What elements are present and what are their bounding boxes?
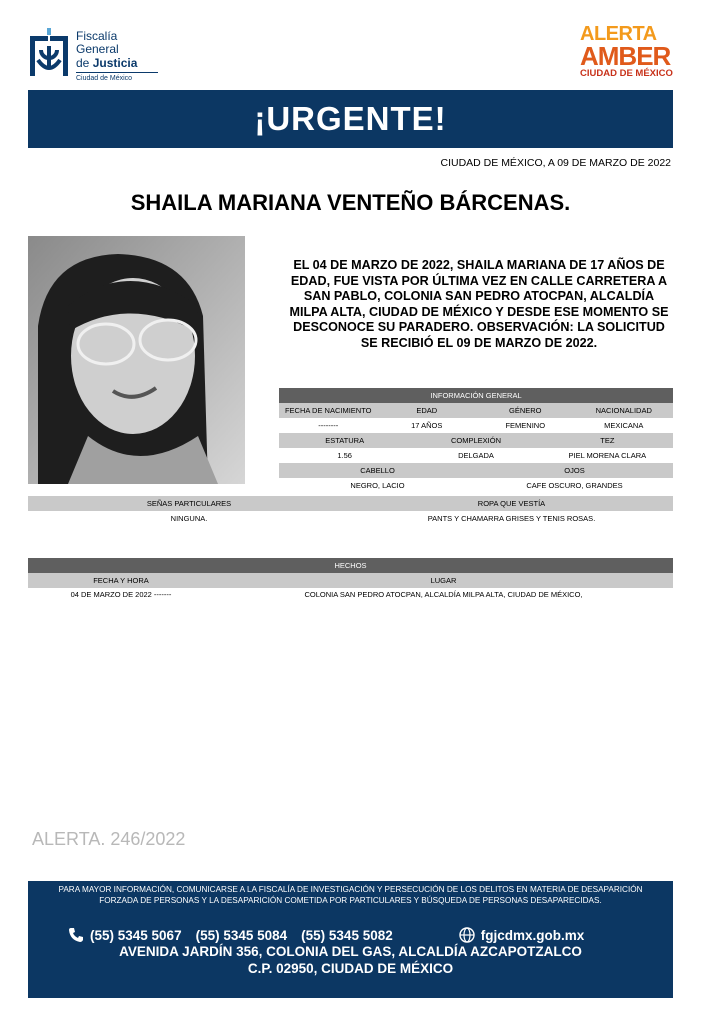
urgent-banner: ¡URGENTE! xyxy=(28,90,673,148)
value-place: COLONIA SAN PEDRO ATOCPAN, ALCALDÍA MILPA ALTA, CIUDAD DE MÉXICO, xyxy=(304,590,583,599)
info-row2-values xyxy=(279,448,673,463)
value-build: DELGADA xyxy=(458,451,494,460)
phone-icon xyxy=(68,927,84,943)
value-clothing: PANTS Y CHAMARRA GRISES Y TENIS ROSAS. xyxy=(427,514,596,523)
header-hair: CABELLO xyxy=(360,466,395,475)
fgj-line2: General xyxy=(76,42,119,56)
value-eyes: CAFE OSCURO, GRANDES xyxy=(526,481,623,490)
contact-footer xyxy=(28,881,673,998)
facts-headers xyxy=(28,573,673,588)
photo-placeholder-icon xyxy=(28,236,245,484)
address-line2: C.P. 02950, CIUDAD DE MÉXICO xyxy=(247,961,454,976)
footer-info-line2: FORZADA DE PERSONAS Y LA DESAPARICIÓN COMETIDA POR PARTICULARES Y BÚSQUEDA DE PERSONAS DESAPARECIDAS. xyxy=(99,895,602,905)
address xyxy=(28,943,673,977)
marks-clothing-table xyxy=(28,496,673,526)
address-line1: AVENIDA JARDÍN 356, COLONIA DEL GAS, ALCALDÍA AZCAPOTZALCO xyxy=(119,944,582,959)
header-place: LUGAR xyxy=(430,576,457,585)
marks-values xyxy=(28,511,673,526)
value-date-time: 04 DE MARZO DE 2022 ------- xyxy=(70,590,172,599)
amber-line2: AMBER xyxy=(580,41,671,71)
header-birthdate: FECHA DE NACIMIENTO xyxy=(284,406,372,415)
info-row2-headers xyxy=(279,433,673,448)
fgj-emblem-icon xyxy=(28,28,70,84)
fgj-logo-text xyxy=(76,30,176,84)
info-row3-headers xyxy=(279,463,673,478)
facts-table xyxy=(28,558,673,601)
footer-info-line1: PARA MAYOR INFORMACIÓN, COMUNICARSE A LA FISCALÍA DE INVESTIGACIÓN Y PERSECUCIÓN DE LOS DELITOS EN MATERIA DE DESAPARICIÓN xyxy=(58,885,643,894)
value-marks: NINGUNA. xyxy=(170,514,208,523)
amber-line1: ALERTA xyxy=(580,23,657,45)
person-photo xyxy=(28,236,245,484)
header-skin: TEZ xyxy=(600,436,615,445)
value-height: 1.56 xyxy=(337,451,352,460)
info-row1-values xyxy=(279,418,673,433)
alert-number: ALERTA. 246/2022 xyxy=(32,829,186,849)
phone-1[interactable]: (55) 5345 5067 xyxy=(90,927,182,943)
header-eyes: OJOS xyxy=(564,466,585,475)
header-gender: GÉNERO xyxy=(508,406,542,415)
marks-headers xyxy=(28,496,673,511)
info-row3-values xyxy=(279,478,673,493)
info-row1-headers xyxy=(279,403,673,418)
value-skin: PIEL MORENA CLARA xyxy=(568,451,647,460)
value-birthdate: -------- xyxy=(318,421,339,430)
info-title: INFORMACIÓN GENERAL xyxy=(279,388,673,403)
fgj-line1: Fiscalía xyxy=(76,29,118,43)
header-nationality: NACIONALIDAD xyxy=(595,406,652,415)
dateline: CIUDAD DE MÉXICO, A 09 DE MARZO DE 2022 xyxy=(440,157,671,169)
header-clothing: ROPA QUE VESTÍA xyxy=(477,499,546,508)
value-nationality: MEXICANA xyxy=(604,421,644,430)
header-height: ESTATURA xyxy=(325,436,365,445)
header-marks: SEÑAS PARTICULARES xyxy=(146,499,232,508)
footer-info-text xyxy=(28,885,673,906)
header-build: COMPLEXIÓN xyxy=(450,436,501,445)
phone-2[interactable]: (55) 5345 5084 xyxy=(195,927,288,943)
person-name: SHAILA MARIANA VENTEÑO BÁRCENAS. xyxy=(130,190,571,215)
value-age: 17 AÑOS xyxy=(411,421,443,430)
case-description: EL 04 DE MARZO DE 2022, SHAILA MARIANA DE 17 AÑOS DE EDAD, FUE VISTA POR ÚLTIMA VEZ EN CALLE CARRETERA A SAN PABLO, COLONIA SAN PEDRO ATOCPAN, ALCALDÍA MILPA ALTA, CIUDAD DE MÉXICO Y DESDE ESE MOMENTO SE DESCONOCE SU PARADERO. OBSERVACIÓN: LA SOLICITUD SE RECIBIÓ EL 09 DE MARZO DE 2022. xyxy=(289,258,669,350)
phone-3[interactable]: (55) 5345 5082 xyxy=(301,927,393,943)
globe-icon xyxy=(459,927,475,943)
header-date-time: FECHA Y HORA xyxy=(93,576,149,585)
value-hair: NEGRO, LACIO xyxy=(350,481,405,490)
value-gender: FEMENINO xyxy=(505,421,546,430)
fgj-line4: Ciudad de México xyxy=(76,72,158,84)
facts-title: HECHOS xyxy=(28,558,673,573)
amber-alert-logo xyxy=(580,24,676,86)
phone-row xyxy=(68,927,648,943)
website-link[interactable]: fgjcdmx.gob.mx xyxy=(480,927,585,943)
fgj-line3 xyxy=(76,56,176,70)
facts-values xyxy=(28,588,673,601)
fgj-logo xyxy=(28,28,178,86)
header-age: EDAD xyxy=(416,406,438,415)
fgj-line3-bold: Justicia xyxy=(92,56,138,70)
general-info-table xyxy=(279,388,673,493)
fgj-line3-prefix: de xyxy=(76,56,93,70)
amber-line3: CIUDAD DE MÉXICO xyxy=(580,68,673,79)
